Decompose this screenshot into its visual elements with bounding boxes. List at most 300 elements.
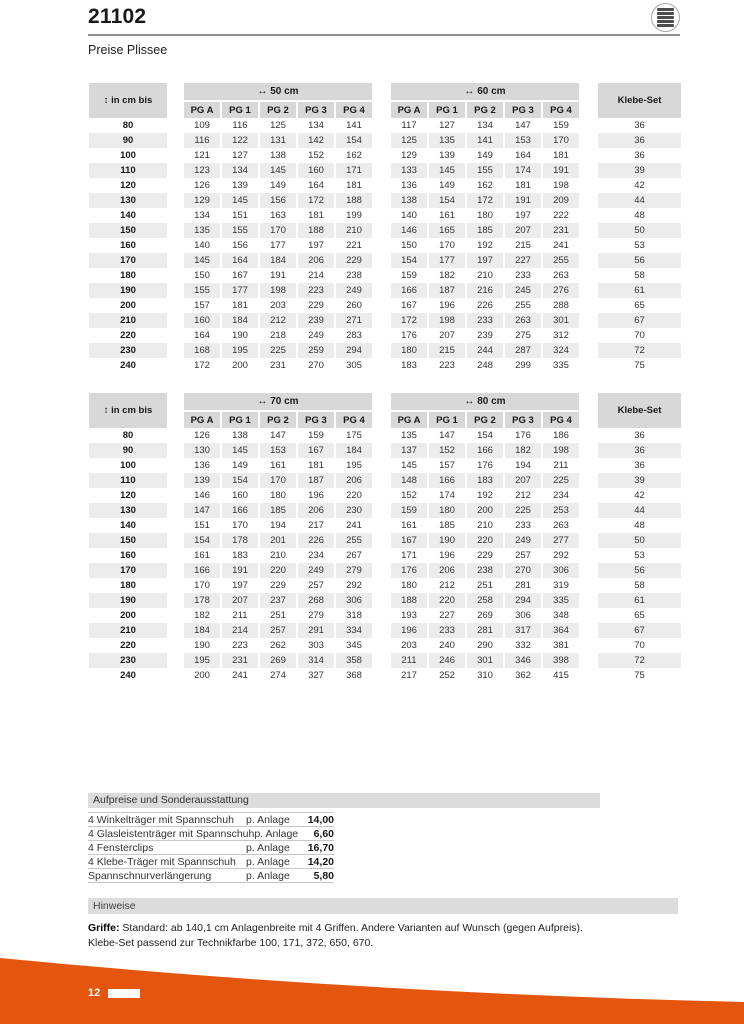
klebe-set-cell: 36: [597, 133, 682, 148]
price-cell: 194: [515, 460, 531, 471]
price-cell: 136: [401, 180, 417, 191]
price-cell: 181: [232, 300, 248, 311]
height-cell: 130: [88, 193, 168, 208]
price-cell: 136: [194, 460, 210, 471]
price-cell: 294: [504, 593, 542, 608]
price-cell: 140: [401, 210, 417, 221]
price-cell: 149: [232, 460, 248, 471]
price-cell: 137: [390, 443, 428, 458]
klebe-set-cell: 53: [634, 550, 645, 561]
pg-column-header: PG 4: [542, 412, 580, 428]
price-cell: 167: [232, 270, 248, 281]
price-cell: 161: [194, 550, 210, 561]
height-cell: 210: [88, 313, 168, 328]
price-cell: 240: [439, 640, 455, 651]
price-cell: 188: [297, 223, 335, 238]
pg-column-header: PG 1: [221, 412, 259, 428]
price-cell: 157: [439, 460, 455, 471]
height-cell: 150: [88, 533, 168, 548]
price-cell: 154: [477, 430, 493, 441]
price-cell: 134: [477, 120, 493, 131]
pg-column-header: PG 3: [297, 102, 335, 118]
price-cell: 197: [308, 240, 324, 251]
price-cell: 207: [504, 473, 542, 488]
price-cell: 319: [553, 580, 569, 591]
price-cell: 229: [335, 253, 373, 268]
price-cell: 171: [401, 550, 417, 561]
height-cell: 170: [88, 253, 168, 268]
price-cell: 234: [308, 550, 324, 561]
price-cell: 312: [553, 330, 569, 341]
price-cell: 163: [270, 210, 286, 221]
price-cell: 170: [232, 520, 248, 531]
price-cell: 263: [553, 520, 569, 531]
price-cell: 139: [439, 150, 455, 161]
surcharge-unit: p. Anlage: [246, 813, 290, 826]
price-cell: 203: [270, 300, 286, 311]
price-cell: 125: [390, 133, 428, 148]
height-column-header: ↕ in cm bis: [88, 83, 168, 118]
klebe-set-cell: 36: [634, 460, 645, 471]
price-cell: 196: [390, 623, 428, 638]
price-cell: 184: [335, 443, 373, 458]
price-cell: 196: [439, 300, 455, 311]
price-cell: 161: [439, 210, 455, 221]
price-cell: 225: [542, 473, 580, 488]
price-cell: 138: [390, 193, 428, 208]
height-cell: 160: [120, 240, 136, 251]
pg-column-header: PG A: [390, 412, 428, 428]
price-cell: 207: [221, 593, 259, 608]
price-cell: 324: [542, 343, 580, 358]
height-cell: 230: [88, 343, 168, 358]
price-cell: 146: [194, 490, 210, 501]
price-cell: 233: [466, 313, 504, 328]
price-cell: 358: [335, 653, 373, 668]
price-cell: 231: [542, 223, 580, 238]
height-cell: 90: [88, 133, 168, 148]
price-cell: 155: [221, 223, 259, 238]
price-cell: 206: [297, 503, 335, 518]
price-cell: 164: [308, 180, 324, 191]
price-cell: 135: [428, 133, 466, 148]
price-cell: 164: [194, 330, 210, 341]
price-cell: 140: [194, 240, 210, 251]
price-cell: 279: [308, 610, 324, 621]
price-cell: 263: [504, 313, 542, 328]
price-cell: 294: [335, 343, 373, 358]
price-cell: 185: [466, 223, 504, 238]
price-cell: 263: [553, 270, 569, 281]
price-cell: 153: [504, 133, 542, 148]
price-cell: 178: [221, 533, 259, 548]
price-cell: 251: [270, 610, 286, 621]
klebe-set-cell: 67: [597, 313, 682, 328]
price-cell: 170: [259, 223, 297, 238]
surcharge-price: 16,70: [307, 841, 334, 854]
price-cell: 199: [346, 210, 362, 221]
price-cell: 212: [439, 580, 455, 591]
price-cell: 166: [428, 473, 466, 488]
price-cell: 244: [466, 343, 504, 358]
price-cell: 220: [346, 490, 362, 501]
pg-column-header: PG 4: [335, 412, 373, 428]
price-table-70-80cm: [88, 393, 682, 683]
notes-section-header: Hinweise: [88, 898, 678, 914]
page-title: 21102: [88, 5, 147, 28]
price-cell: 170: [439, 240, 455, 251]
height-cell: 100: [120, 150, 136, 161]
height-cell: 140: [120, 210, 136, 221]
price-cell: 231: [221, 653, 259, 668]
price-cell: 117: [401, 120, 417, 131]
klebe-set-cell: 72: [597, 343, 682, 358]
price-cell: 150: [401, 240, 417, 251]
pg-column-header: PG 1: [428, 412, 466, 428]
price-cell: 147: [439, 430, 455, 441]
width-group-header: ↔ 80 cm: [390, 393, 580, 410]
price-cell: 180: [401, 580, 417, 591]
price-cell: 301: [542, 313, 580, 328]
price-cell: 180: [477, 210, 493, 221]
price-cell: 299: [515, 360, 531, 371]
price-cell: 210: [477, 520, 493, 531]
price-cell: 249: [335, 283, 373, 298]
klebe-set-cell: 67: [597, 623, 682, 638]
price-cell: 167: [390, 533, 428, 548]
price-cell: 268: [297, 593, 335, 608]
pg-column-header: PG 1: [428, 102, 466, 118]
height-cell: 240: [120, 670, 136, 681]
klebe-set-cell: 44: [597, 503, 682, 518]
price-cell: 187: [428, 283, 466, 298]
price-cell: 109: [194, 120, 210, 131]
height-cell: 220: [120, 640, 136, 651]
price-cell: 348: [553, 610, 569, 621]
surcharge-row: [88, 869, 334, 883]
price-cell: 216: [466, 283, 504, 298]
surcharge-price: 14,20: [307, 855, 334, 868]
price-cell: 185: [439, 520, 455, 531]
klebe-set-cell: 50: [597, 223, 682, 238]
price-cell: 214: [308, 270, 324, 281]
height-cell: 190: [88, 593, 168, 608]
price-cell: 223: [232, 640, 248, 651]
header-divider: [88, 34, 680, 36]
price-cell: 246: [428, 653, 466, 668]
surcharge-row: [88, 813, 334, 827]
price-cell: 183: [232, 550, 248, 561]
height-cell: 200: [120, 610, 136, 621]
footer-logo-placeholder: [108, 989, 140, 998]
price-cell: 209: [542, 193, 580, 208]
pg-column-header: PG A: [183, 412, 221, 428]
price-cell: 196: [308, 490, 324, 501]
price-cell: 271: [335, 313, 373, 328]
height-cell: 170: [88, 563, 168, 578]
height-cell: 210: [88, 623, 168, 638]
surcharge-unit: p. Anlage: [246, 841, 290, 854]
price-cell: 149: [477, 150, 493, 161]
price-cell: 146: [390, 223, 428, 238]
price-cell: 225: [504, 503, 542, 518]
price-cell: 346: [504, 653, 542, 668]
price-cell: 141: [346, 120, 362, 131]
height-cell: 190: [88, 283, 168, 298]
price-cell: 381: [553, 640, 569, 651]
price-cell: 147: [270, 430, 286, 441]
price-cell: 172: [390, 313, 428, 328]
klebe-set-cell: 36: [634, 430, 645, 441]
price-cell: 318: [346, 610, 362, 621]
price-cell: 210: [335, 223, 373, 238]
price-cell: 203: [401, 640, 417, 651]
price-cell: 150: [194, 270, 210, 281]
price-cell: 138: [270, 150, 286, 161]
surcharge-unit: p. Anlage: [246, 869, 290, 882]
price-cell: 166: [183, 563, 221, 578]
height-cell: 110: [88, 473, 168, 488]
price-cell: 345: [346, 640, 362, 651]
price-cell: 260: [346, 300, 362, 311]
notes-line-1-body: Standard: ab 140,1 cm Anlagenbreite mit 4 Griffen. Andere Varianten auf Wunsch (gegen Aufpreis).: [119, 922, 583, 934]
price-cell: 190: [428, 533, 466, 548]
height-cell: 160: [120, 550, 136, 561]
price-cell: 233: [515, 520, 531, 531]
price-cell: 174: [439, 490, 455, 501]
klebe-set-column-header: Klebe-Set: [597, 83, 682, 118]
price-cell: 241: [346, 520, 362, 531]
price-cell: 257: [515, 550, 531, 561]
price-cell: 181: [346, 180, 362, 191]
price-cell: 190: [194, 640, 210, 651]
price-cell: 154: [390, 253, 428, 268]
surcharge-label: 4 Glasleistenträger mit Spannschuh: [88, 827, 255, 840]
price-cell: 164: [515, 150, 531, 161]
price-cell: 170: [194, 580, 210, 591]
price-cell: 159: [390, 503, 428, 518]
price-cell: 364: [542, 623, 580, 638]
price-cell: 220: [259, 563, 297, 578]
price-cell: 176: [401, 330, 417, 341]
price-cell: 335: [542, 593, 580, 608]
price-cell: 198: [542, 443, 580, 458]
price-cell: 184: [259, 253, 297, 268]
price-cell: 207: [504, 223, 542, 238]
height-cell: 100: [120, 460, 136, 471]
surcharge-row: [88, 841, 334, 855]
price-cell: 281: [515, 580, 531, 591]
klebe-set-column-header: Klebe-Set: [597, 393, 682, 428]
price-cell: 234: [553, 490, 569, 501]
price-cell: 154: [335, 133, 373, 148]
price-cell: 327: [308, 670, 324, 681]
price-cell: 183: [401, 360, 417, 371]
price-cell: 238: [466, 563, 504, 578]
price-cell: 303: [308, 640, 324, 651]
price-cell: 149: [439, 180, 455, 191]
price-cell: 129: [401, 150, 417, 161]
price-cell: 187: [297, 473, 335, 488]
klebe-set-cell: 42: [634, 490, 645, 501]
price-cell: 215: [428, 343, 466, 358]
height-cell: 240: [120, 360, 136, 371]
price-cell: 195: [183, 653, 221, 668]
price-cell: 134: [194, 210, 210, 221]
price-cell: 186: [553, 430, 569, 441]
price-cell: 251: [477, 580, 493, 591]
price-cell: 166: [466, 443, 504, 458]
price-cell: 314: [297, 653, 335, 668]
price-cell: 222: [553, 210, 569, 221]
price-cell: 161: [270, 460, 286, 471]
price-cell: 245: [504, 283, 542, 298]
price-cell: 131: [259, 133, 297, 148]
price-cell: 181: [515, 180, 531, 191]
price-cell: 148: [390, 473, 428, 488]
price-cell: 215: [515, 240, 531, 251]
width-group-header: ↔ 60 cm: [390, 83, 580, 100]
klebe-set-cell: 72: [597, 653, 682, 668]
price-cell: 269: [477, 610, 493, 621]
surcharge-unit: p. Anlage: [246, 855, 290, 868]
price-cell: 292: [346, 580, 362, 591]
price-cell: 210: [270, 550, 286, 561]
price-cell: 197: [466, 253, 504, 268]
price-cell: 145: [401, 460, 417, 471]
pg-column-header: PG 1: [221, 102, 259, 118]
price-cell: 182: [504, 443, 542, 458]
price-cell: 197: [515, 210, 531, 221]
surcharge-row: [88, 855, 334, 869]
klebe-set-cell: 36: [634, 150, 645, 161]
price-cell: 172: [194, 360, 210, 371]
price-cell: 134: [221, 163, 259, 178]
price-cell: 134: [308, 120, 324, 131]
price-cell: 172: [466, 193, 504, 208]
klebe-set-cell: 75: [634, 360, 645, 371]
price-cell: 182: [439, 270, 455, 281]
klebe-set-cell: 36: [597, 443, 682, 458]
price-cell: 181: [308, 460, 324, 471]
price-cell: 181: [308, 210, 324, 221]
klebe-set-cell: 61: [597, 283, 682, 298]
height-cell: 80: [122, 430, 134, 441]
price-cell: 185: [259, 503, 297, 518]
pg-column-header: PG 4: [542, 102, 580, 118]
price-cell: 180: [390, 343, 428, 358]
price-cell: 177: [221, 283, 259, 298]
price-cell: 145: [259, 163, 297, 178]
price-cell: 180: [428, 503, 466, 518]
price-cell: 248: [477, 360, 493, 371]
price-cell: 305: [346, 360, 362, 371]
height-cell: 230: [88, 653, 168, 668]
price-cell: 151: [232, 210, 248, 221]
page-number: 12: [88, 987, 101, 999]
klebe-set-cell: 70: [634, 640, 645, 651]
surcharges-section-header: Aufpreise und Sonderausstattung: [88, 793, 600, 808]
price-cell: 201: [259, 533, 297, 548]
price-cell: 211: [232, 610, 248, 621]
price-cell: 126: [194, 430, 210, 441]
price-cell: 223: [439, 360, 455, 371]
height-cell: 130: [88, 503, 168, 518]
height-cell: 110: [88, 163, 168, 178]
price-cell: 334: [335, 623, 373, 638]
klebe-set-cell: 70: [634, 330, 645, 341]
price-cell: 126: [194, 180, 210, 191]
price-cell: 249: [504, 533, 542, 548]
price-cell: 176: [515, 430, 531, 441]
price-cell: 206: [335, 473, 373, 488]
price-cell: 214: [221, 623, 259, 638]
price-cell: 154: [428, 193, 466, 208]
price-cell: 129: [183, 193, 221, 208]
price-cell: 306: [515, 610, 531, 621]
price-cell: 249: [297, 563, 335, 578]
klebe-set-cell: 39: [597, 473, 682, 488]
height-cell: 140: [120, 520, 136, 531]
notes-line-2: Klebe-Set passend zur Technikfarbe 100, 171, 372, 650, 670.: [88, 937, 374, 949]
price-cell: 332: [515, 640, 531, 651]
height-cell: 120: [120, 490, 136, 501]
pg-column-header: PG 3: [297, 412, 335, 428]
notes-line-1-label: Griffe:: [88, 922, 120, 934]
price-cell: 196: [439, 550, 455, 561]
price-cell: 160: [232, 490, 248, 501]
price-cell: 306: [542, 563, 580, 578]
surcharge-label: 4 Winkelträger mit Spannschuh: [88, 813, 234, 826]
price-cell: 194: [270, 520, 286, 531]
price-cell: 255: [515, 300, 531, 311]
price-cell: 252: [439, 670, 455, 681]
price-cell: 152: [401, 490, 417, 501]
price-cell: 191: [270, 270, 286, 281]
price-cell: 160: [297, 163, 335, 178]
price-cell: 141: [466, 133, 504, 148]
price-cell: 133: [390, 163, 428, 178]
price-cell: 160: [183, 313, 221, 328]
price-cell: 229: [270, 580, 286, 591]
pg-column-header: PG 3: [504, 102, 542, 118]
price-cell: 178: [183, 593, 221, 608]
price-cell: 145: [183, 253, 221, 268]
price-cell: 154: [221, 473, 259, 488]
width-group-header: ↔ 50 cm: [183, 83, 373, 100]
price-cell: 191: [221, 563, 259, 578]
price-cell: 192: [477, 490, 493, 501]
price-cell: 270: [308, 360, 324, 371]
price-cell: 116: [232, 120, 248, 131]
price-cell: 152: [308, 150, 324, 161]
price-cell: 177: [428, 253, 466, 268]
price-cell: 164: [221, 253, 259, 268]
surcharge-price: 6,60: [313, 827, 334, 840]
price-cell: 121: [194, 150, 210, 161]
price-cell: 220: [428, 593, 466, 608]
price-cell: 212: [515, 490, 531, 501]
notes-line-1: [88, 921, 688, 936]
price-cell: 170: [542, 133, 580, 148]
klebe-set-cell: 53: [634, 240, 645, 251]
price-cell: 281: [466, 623, 504, 638]
price-table-50-60cm: [88, 83, 682, 373]
price-cell: 152: [428, 443, 466, 458]
price-cell: 145: [221, 443, 259, 458]
price-cell: 210: [477, 270, 493, 281]
surcharge-label: 4 Fensterclips: [88, 841, 154, 854]
